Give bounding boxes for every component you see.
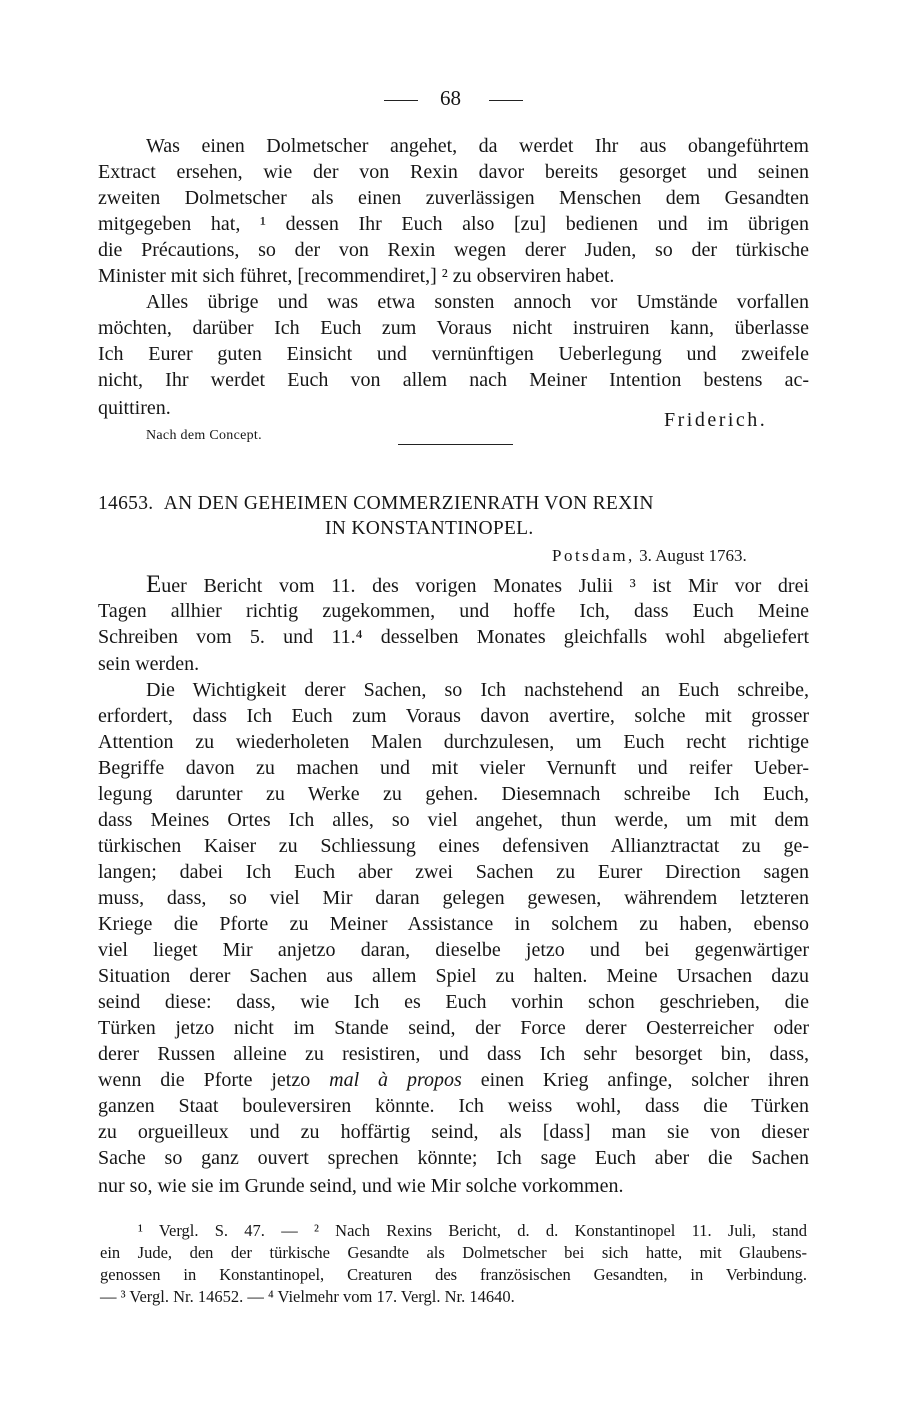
text-line-first: Euer Bericht vom 11. des vorigen Monates Julii ³ ist Mir vor drei xyxy=(146,571,809,598)
text-line: seind diese: dass, wie Ich es Euch vorhin schon geschrieben, die xyxy=(98,991,809,1013)
footnote-line: ein Jude, den der türkische Gesandte als Dolmetscher bei sich hatte, mit Glaubens- xyxy=(100,1243,807,1262)
letter-addressee: AN DEN GEHEIMEN COMMERZIENRATH VON REXIN xyxy=(163,493,654,514)
text-line: nur so, wie sie im Grunde seind, und wie Mir solche vorkommen. xyxy=(98,1175,624,1197)
text-line: Situation derer Sachen aus allem Spiel zu halten. Meine Ursachen dazu xyxy=(98,965,809,987)
text-line: langen; dabei Ich Euch aber zwei Sachen zu Eurer Direction sagen xyxy=(98,861,809,883)
page-number: 68 xyxy=(440,86,461,110)
text-line: Kriege die Pforte zu Meiner Assistance in solchem zu haben, ebenso xyxy=(98,913,809,935)
text-line: mitgegeben hat, ¹ dessen Ihr Euch also [zu] bedienen und im übrigen xyxy=(98,213,809,235)
text-line: Türken jetzo nicht im Stande seind, der Force derer Oesterreicher oder xyxy=(98,1017,809,1039)
text-line: nicht, Ihr werdet Euch von allem nach Meiner Intention bestens ac- xyxy=(98,369,809,391)
text-line: quittiren. xyxy=(98,397,171,419)
text-line: Sache so ganz ouvert sprechen könnte; Ich sage Euch aber die Sachen xyxy=(98,1147,809,1169)
text-line: derer Russen alleine zu resistiren, und dass Ich sehr besorget bin, dass, xyxy=(98,1043,809,1065)
text-line-italic-phrase: wenn die Pforte jetzo mal à propos einen Krieg anfinge, solcher ihren xyxy=(98,1069,810,1091)
footnote-line: — ³ Vergl. Nr. 14652. — ⁴ Vielmehr vom 17. Vergl. Nr. 14640. xyxy=(100,1287,515,1306)
text-line: zweiten Dolmetscher als einen zuverlässigen Menschen dem Gesandten xyxy=(98,187,809,209)
footnote-line: ¹ Vergl. S. 47. — ² Nach Rexins Bericht, d. d. Konstantinopel 11. Juli, stand xyxy=(138,1221,807,1240)
section-divider xyxy=(398,444,513,445)
initial-letter: E xyxy=(146,571,162,598)
text-line: dass Meines Ortes Ich alles, so viel angehet, thun werde, um mit dem xyxy=(98,809,809,831)
italic-phrase: mal à propos xyxy=(329,1069,462,1091)
text-line: Was einen Dolmetscher angehet, da werdet Ihr aus obangeführtem xyxy=(146,135,809,157)
text-line: ganzen Staat bouleversiren könnte. Ich weiss wohl, dass die Türken xyxy=(98,1095,809,1117)
source-note: Nach dem Concept. xyxy=(146,428,262,443)
letter-place: Potsdam, xyxy=(552,546,635,565)
text-line: Ich Eurer guten Einsicht und vernünftigen Ueberlegung und zweifele xyxy=(98,343,809,365)
signature: Friderich. xyxy=(664,409,768,431)
page-number-right-rule xyxy=(489,100,523,101)
letter-place-date xyxy=(552,546,747,566)
text-line: Schreiben vom 5. und 11.⁴ desselben Monates gleichfalls wohl abgeliefert xyxy=(98,626,809,648)
letter-number: 14653. xyxy=(98,493,154,514)
text-line: Die Wichtigkeit derer Sachen, so Ich nachstehend an Euch schreibe, xyxy=(146,679,809,701)
footnote-line: genossen in Konstantinopel, Creaturen des französischen Gesandten, in Verbindung. xyxy=(100,1265,807,1284)
text-line: viel lieget Mir anjetzo daran, dieselbe jetzo und bei gegenwärtiger xyxy=(98,939,809,961)
text-line: Alles übrige und was etwa sonsten annoch vor Umstände vorfallen xyxy=(146,291,809,313)
letter-heading-line-1 xyxy=(98,493,654,515)
text-line: muss, dass, so viel Mir daran gelegen gewesen, währendem letzteren xyxy=(98,887,809,909)
text-line: Attention zu wiederholeten Malen durchzulesen, um Euch recht richtige xyxy=(98,731,809,753)
text-line: Tagen allhier richtig zugekommen, und hoffe Ich, dass Euch Meine xyxy=(98,600,809,622)
text-line: legung darunter zu Werke zu gehen. Diesemnach schreibe Ich Euch, xyxy=(98,783,809,805)
letter-date: 3. August 1763. xyxy=(639,546,747,565)
text-line: Begriffe davon zu machen und mit vieler Vernunft und reifer Ueber- xyxy=(98,757,809,779)
text-line: Minister mit sich führet, [recommendiret,] ² zu observiren habet. xyxy=(98,265,615,287)
text-line: zu orgueilleux und zu hoffärtig seind, als [dass] man sie von dieser xyxy=(98,1121,809,1143)
letter-heading-line-2: IN KONSTANTINOPEL. xyxy=(325,518,534,539)
text-line: türkischen Kaiser zu Schliessung eines defensiven Allianztractat zu ge- xyxy=(98,835,809,857)
text-line: erfordert, dass Ich Euch zum Voraus davon avertire, solche mit grosser xyxy=(98,705,809,727)
page-number-left-rule xyxy=(384,100,418,101)
text-line: möchten, darüber Ich Euch zum Voraus nicht instruiren kann, überlasse xyxy=(98,317,809,339)
text-line: die Précautions, so der von Rexin wegen derer Juden, so der türkische xyxy=(98,239,809,261)
text-line: Extract ersehen, wie der von Rexin davor bereits gesorget und seinen xyxy=(98,161,809,183)
text-line: sein werden. xyxy=(98,653,200,675)
